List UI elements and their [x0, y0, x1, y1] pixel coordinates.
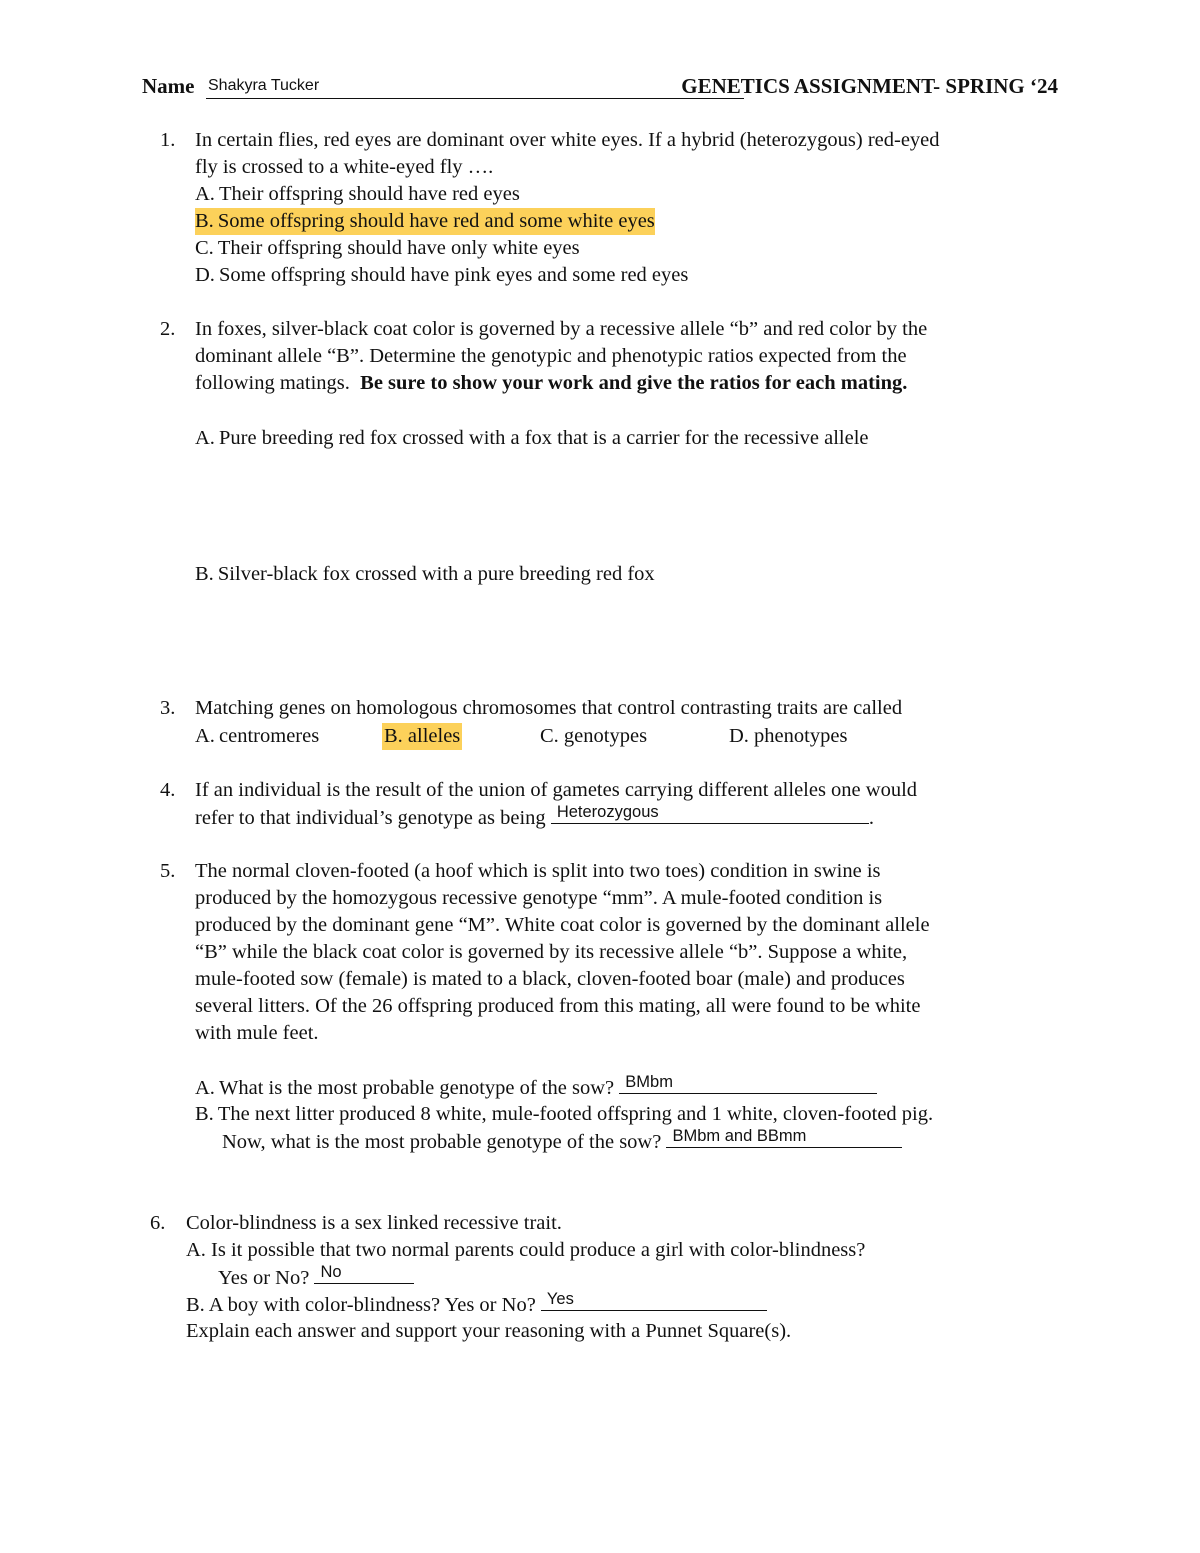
answer-value: Yes — [546, 1290, 574, 1308]
question-number: 6. — [150, 1212, 166, 1234]
question-text: Matching genes on homologous chromosomes that control contrasting traits are called — [195, 697, 903, 719]
answer-field[interactable] — [314, 1264, 414, 1284]
part-b: B. The next litter produced 8 white, mule-footed offspring and 1 white, cloven-footed pig. — [195, 1103, 934, 1125]
choice-c[interactable]: C. genotypes — [540, 725, 648, 747]
part-b-question — [222, 1128, 902, 1156]
answer-field[interactable] — [619, 1074, 877, 1094]
question-text: In certain flies, red eyes are dominant over white eyes. If a hybrid (heterozygous) red-eyed — [195, 129, 940, 151]
choice-d[interactable]: D. phenotypes — [729, 725, 848, 747]
question-text: several litters. Of the 26 offspring produced from this mating, all were found to be white — [195, 995, 921, 1017]
instruction-text: Explain each answer and support your reasoning with a Punnet Square(s). — [186, 1320, 792, 1342]
question-text: produced by the homozygous recessive genotype “mm”. A mule-footed condition is — [195, 887, 883, 909]
answer-field[interactable] — [541, 1291, 767, 1311]
question-number: 3. — [160, 697, 176, 719]
question-number: 1. — [160, 129, 176, 151]
question-number: 5. — [160, 860, 176, 882]
question-number: 2. — [160, 318, 176, 340]
question-text: with mule feet. — [195, 1022, 319, 1044]
part-b: B. Silver-black fox crossed with a pure breeding red fox — [195, 563, 655, 585]
part-a: A. Pure breeding red fox crossed with a fox that is a carrier for the recessive allele — [195, 427, 869, 449]
question-text: The normal cloven-footed (a hoof which is split into two toes) condition in swine is — [195, 860, 881, 882]
instruction-bold: Be sure to show your work and give the ratios for each mating. — [360, 372, 908, 394]
choice-a[interactable]: A. Their offspring should have red eyes — [195, 183, 520, 205]
choice-b-selected[interactable]: B. alleles — [382, 723, 462, 750]
choice-a[interactable]: A. centromeres — [195, 725, 320, 747]
question-text-plain: refer to that individual’s genotype as being — [195, 807, 546, 829]
part-a-text: A. What is the most probable genotype of the sow? — [195, 1077, 615, 1099]
question-text: Color-blindness is a sex linked recessive trait. — [186, 1212, 562, 1234]
name-label: Name — [142, 74, 195, 98]
question-text: In foxes, silver-black coat color is governed by a recessive allele “b” and red color by the — [195, 318, 928, 340]
part-b-text: B. A boy with color-blindness? Yes or No? — [186, 1294, 536, 1316]
answer-value: BMbm and BBmm — [672, 1127, 807, 1145]
question-text — [195, 804, 874, 832]
question-text: fly is crossed to a white-eyed fly …. — [195, 156, 494, 178]
question-text: If an individual is the result of the union of gametes carrying different alleles one would — [195, 779, 918, 801]
answer-field[interactable] — [551, 804, 869, 824]
choice-b-selected[interactable]: B. Some offspring should have red and some white eyes — [195, 208, 655, 235]
answer-value: BMbm — [625, 1073, 673, 1091]
question-text: “B” while the black coat color is governed by its recessive allele “b”. Suppose a white, — [195, 941, 908, 963]
answer-value: No — [320, 1263, 342, 1281]
yes-no-prompt: Yes or No? — [218, 1267, 310, 1289]
choice-d[interactable]: D. Some offspring should have pink eyes and some red eyes — [195, 264, 689, 286]
name-value: Shakyra Tucker — [208, 77, 320, 94]
part-a-prompt — [218, 1264, 414, 1292]
answer-value: Heterozygous — [556, 803, 659, 821]
question-text — [195, 370, 907, 397]
part-b — [186, 1291, 767, 1319]
answer-field[interactable] — [666, 1128, 902, 1148]
question-text: dominant allele “B”. Determine the genotypic and phenotypic ratios expected from the — [195, 345, 907, 367]
sentence-end: . — [868, 807, 874, 829]
part-a — [195, 1074, 877, 1102]
name-field[interactable] — [206, 74, 744, 99]
part-b-text: Now, what is the most probable genotype of the sow? — [222, 1131, 662, 1153]
question-text-plain: following matings. — [195, 372, 350, 394]
question-text: mule-footed sow (female) is mated to a black, cloven-footed boar (male) and produces — [195, 968, 905, 990]
question-number: 4. — [160, 779, 176, 801]
assignment-title: GENETICS ASSIGNMENT- SPRING ‘24 — [681, 74, 1058, 98]
question-text: produced by the dominant gene “M”. White coat color is governed by the dominant allele — [195, 914, 930, 936]
part-a: A. Is it possible that two normal parents could produce a girl with color-blindness? — [186, 1239, 866, 1261]
choice-c[interactable]: C. Their offspring should have only white eyes — [195, 237, 580, 259]
worksheet-header — [142, 74, 1058, 102]
